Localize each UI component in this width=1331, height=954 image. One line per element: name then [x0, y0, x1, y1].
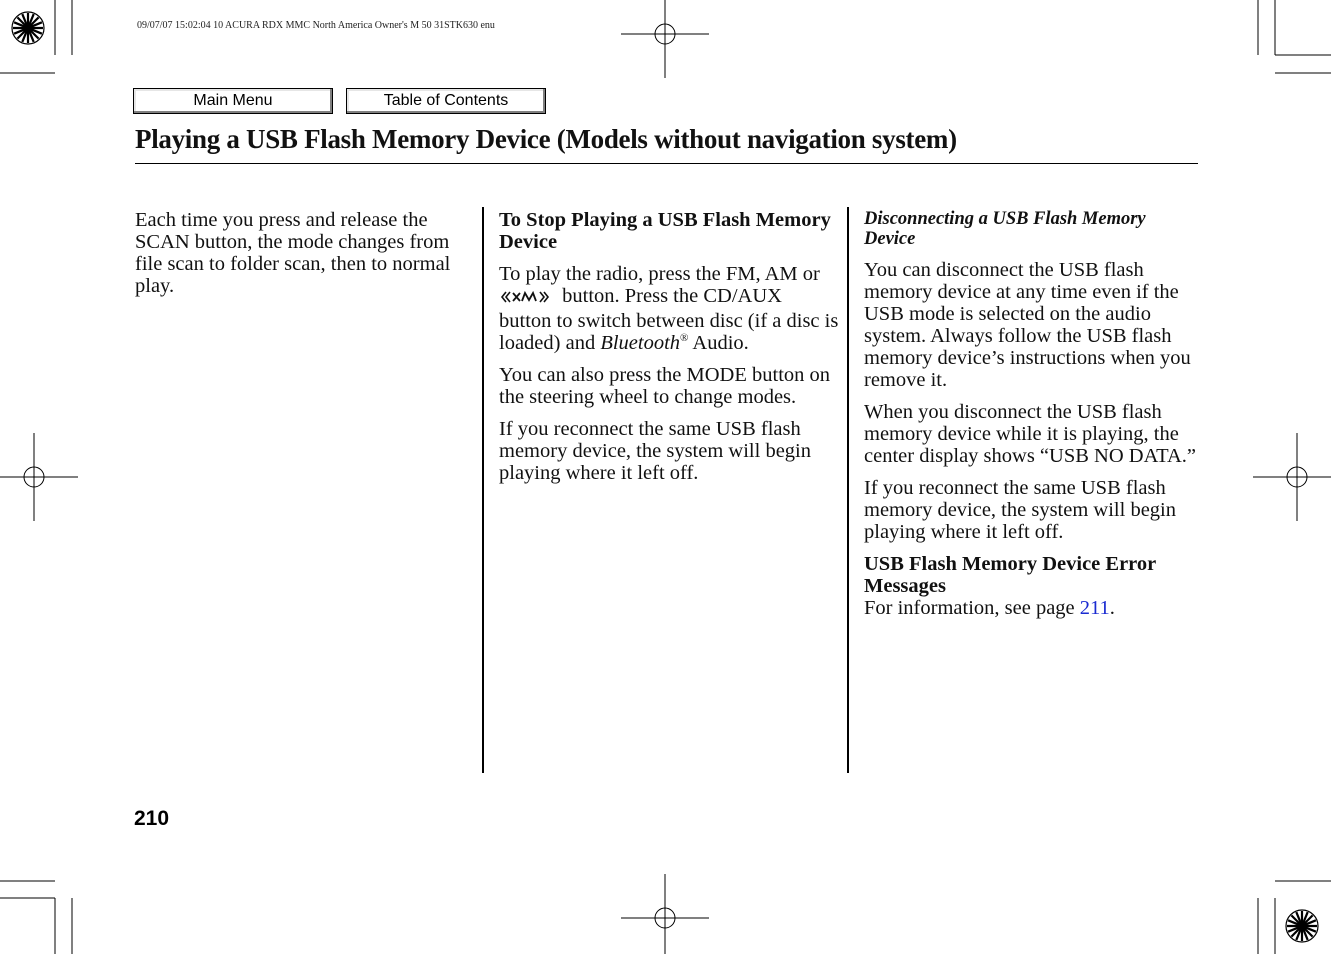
page-number: 210: [134, 807, 170, 830]
disconnecting-heading: Disconnecting a USB Flash Memory Device: [864, 209, 1146, 249]
stop-playing-heading: To Stop Playing a USB Flash Memory Device: [499, 209, 831, 253]
play-radio-text-b: button. Press the CD/AUX button to switch between disc (if a disc is loaded) and: [499, 285, 839, 354]
column-middle: [499, 209, 839, 494]
error-info-text: For information, see page: [864, 597, 1080, 619]
registration-mark-left: [0, 433, 78, 521]
crop-mark-bottom-right: [1258, 881, 1331, 954]
scan-mode-paragraph: Each time you press and release the SCAN button, the mode changes from file scan to folder scan, then to normal play.: [135, 209, 451, 297]
reconnect-paragraph: If you reconnect the same USB flash memory device, the system will begin playing where it left off.: [499, 418, 811, 484]
crop-mark-top-left: [0, 0, 72, 73]
crop-mark-top-right: [1258, 0, 1331, 73]
xm-radio-icon: [499, 288, 557, 310]
crop-mark-bottom-left: [0, 881, 72, 954]
main-menu-button[interactable]: Main Menu: [133, 88, 333, 114]
registration-mark-right: [1253, 433, 1331, 521]
column-divider: [482, 207, 484, 773]
play-radio-text-a: To play the radio, press the FM, AM or: [499, 263, 820, 285]
title-divider: [135, 163, 1198, 164]
mode-button-paragraph: You can also press the MODE button on the steering wheel to change modes.: [499, 364, 831, 408]
bluetooth-brand: Bluetooth: [600, 332, 681, 354]
registration-mark-top: [621, 0, 709, 78]
table-of-contents-button[interactable]: Table of Contents: [346, 88, 546, 114]
page-211-link[interactable]: 211: [1079, 597, 1110, 619]
print-header: 09/07/07 15:02:04 10 ACURA RDX MMC North America Owner's M 50 31STK630 enu: [137, 20, 495, 31]
column-right: [864, 209, 1199, 629]
disconnect-while-playing-paragraph: When you disconnect the USB flash memory device while it is playing, the center display shows “USB NO DATA.”: [864, 401, 1197, 467]
play-radio-paragraph: [499, 263, 839, 354]
page-title: Playing a USB Flash Memory Device (Models without navigation system): [135, 124, 957, 154]
column-divider: [847, 207, 849, 773]
error-messages-heading: USB Flash Memory Device Error Messages: [864, 553, 1156, 597]
error-info-period: .: [1109, 597, 1115, 619]
registration-mark-bottom: [621, 874, 709, 954]
reconnect-paragraph: If you reconnect the same USB flash memory device, the system will begin playing where it left off.: [864, 477, 1176, 543]
column-left: [135, 209, 465, 307]
registered-mark: ®: [680, 332, 689, 345]
play-radio-text-c: Audio.: [688, 332, 749, 354]
disconnect-anytime-paragraph: You can disconnect the USB flash memory device at any time even if the USB mode is selected on the audio system. Always follow the USB flash memory device’s instructions when you remove it.: [864, 259, 1191, 391]
error-info-paragraph: [864, 597, 1199, 619]
